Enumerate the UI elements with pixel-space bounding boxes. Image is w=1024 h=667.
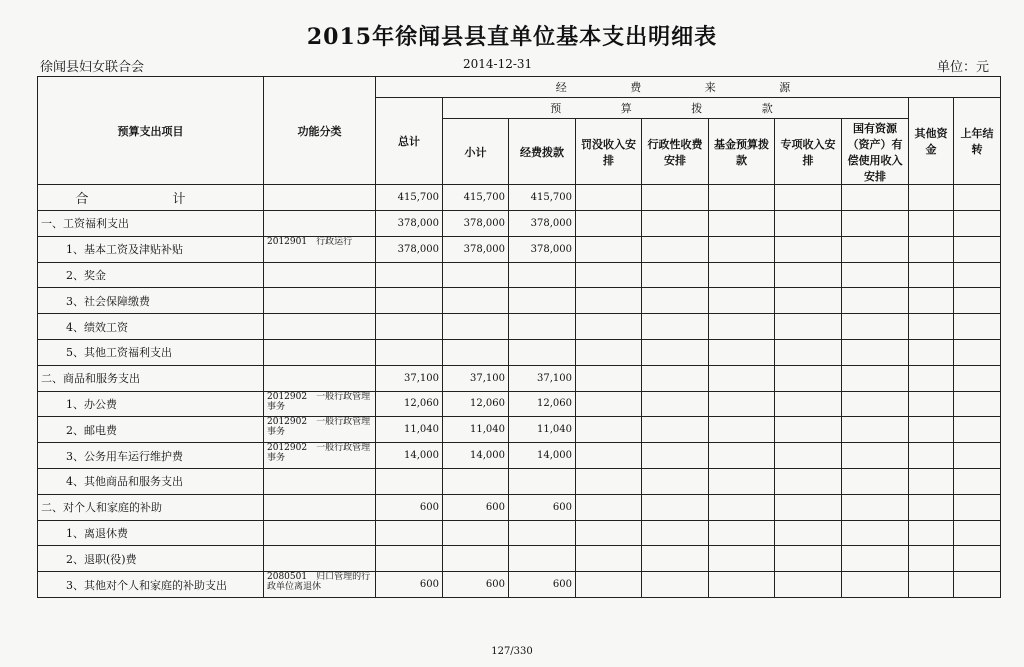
organization-name: 徐闻县妇女联合会 <box>40 60 145 75</box>
table-row <box>38 236 1001 262</box>
row-subtotal: 600 <box>443 572 509 598</box>
empty-cell <box>954 262 1001 288</box>
header-other: 其他资金 <box>909 98 954 185</box>
empty-cell <box>842 365 909 391</box>
row-fund: 600 <box>509 572 576 598</box>
empty-cell <box>775 546 842 572</box>
total-row <box>38 185 1001 211</box>
header-special: 专项收入安排 <box>775 119 842 185</box>
empty-cell <box>709 288 775 314</box>
empty-cell <box>842 339 909 365</box>
empty-cell <box>909 211 954 237</box>
empty-cell <box>642 520 709 546</box>
empty-cell <box>909 262 954 288</box>
empty-cell <box>576 236 642 262</box>
table-row <box>38 520 1001 546</box>
header-carryover: 上年结转 <box>954 98 1001 185</box>
empty-cell <box>909 572 954 598</box>
empty-cell <box>576 185 642 211</box>
empty-cell <box>842 494 909 520</box>
header-state-asset: 国有资源（资产）有偿使用收入安排 <box>842 119 909 185</box>
row-func <box>264 339 376 365</box>
empty-cell <box>775 365 842 391</box>
row-fund: 600 <box>509 494 576 520</box>
row-subtotal <box>443 520 509 546</box>
empty-cell <box>909 520 954 546</box>
empty-cell <box>576 365 642 391</box>
currency-unit: 单位：元 <box>937 60 990 75</box>
empty-cell <box>709 572 775 598</box>
empty-cell <box>909 468 954 494</box>
empty-cell <box>775 572 842 598</box>
empty-cell <box>954 391 1001 417</box>
row-func: 2012901 行政运行 <box>264 236 376 262</box>
empty-cell <box>909 288 954 314</box>
total-label: 合 计 <box>38 185 264 211</box>
empty-cell <box>909 417 954 443</box>
row-total: 378,000 <box>376 211 443 237</box>
empty-cell <box>709 417 775 443</box>
row-func <box>264 520 376 546</box>
empty-cell <box>775 262 842 288</box>
empty-cell <box>775 339 842 365</box>
table-row <box>38 365 1001 391</box>
empty-cell <box>909 339 954 365</box>
empty-cell <box>709 546 775 572</box>
row-fund <box>509 520 576 546</box>
empty-cell <box>842 211 909 237</box>
row-total <box>376 262 443 288</box>
row-func <box>264 546 376 572</box>
table-row <box>38 468 1001 494</box>
row-fund <box>509 314 576 340</box>
row-fund: 12,060 <box>509 391 576 417</box>
row-fund <box>509 262 576 288</box>
row-total: 11,040 <box>376 417 443 443</box>
row-fund <box>509 468 576 494</box>
empty-cell <box>709 185 775 211</box>
row-func <box>264 365 376 391</box>
empty-cell <box>576 417 642 443</box>
header-funding-source: 经 费 来 源 <box>376 77 1001 98</box>
row-fund: 378,000 <box>509 211 576 237</box>
row-total <box>376 339 443 365</box>
empty-cell <box>842 236 909 262</box>
empty-cell <box>909 365 954 391</box>
empty-cell <box>642 236 709 262</box>
row-fund: 37,100 <box>509 365 576 391</box>
row-subtotal: 12,060 <box>443 391 509 417</box>
report-date: 2014-12-31 <box>463 57 533 71</box>
empty-cell <box>642 262 709 288</box>
row-func: 2012902 一般行政管理事务 <box>264 391 376 417</box>
empty-cell <box>909 391 954 417</box>
empty-cell <box>576 546 642 572</box>
row-total <box>376 468 443 494</box>
row-subtotal: 600 <box>443 494 509 520</box>
row-subtotal: 378,000 <box>443 236 509 262</box>
empty-cell <box>642 211 709 237</box>
empty-cell <box>709 211 775 237</box>
empty-cell <box>642 494 709 520</box>
row-subtotal <box>443 546 509 572</box>
empty-cell <box>576 339 642 365</box>
empty-cell <box>576 468 642 494</box>
header-admin-fee: 行政性收费安排 <box>642 119 709 185</box>
empty-cell <box>642 365 709 391</box>
empty-cell <box>954 339 1001 365</box>
empty-cell <box>954 314 1001 340</box>
empty-cell <box>775 288 842 314</box>
total-fund: 415,700 <box>509 185 576 211</box>
row-subtotal <box>443 468 509 494</box>
row-item: 一、工资福利支出 <box>38 211 264 237</box>
document-title: 2015年徐闻县县直单位基本支出明细表 <box>306 24 718 50</box>
table-row <box>38 417 1001 443</box>
empty-cell <box>842 443 909 469</box>
row-total <box>376 288 443 314</box>
row-item: 1、离退休费 <box>38 520 264 546</box>
header-fine: 罚没收入安排 <box>576 119 642 185</box>
header-subtotal: 小计 <box>443 119 509 185</box>
empty-cell <box>842 572 909 598</box>
header-func: 功能分类 <box>264 77 376 185</box>
empty-cell <box>642 417 709 443</box>
empty-cell <box>775 494 842 520</box>
row-func <box>264 262 376 288</box>
empty-cell <box>954 443 1001 469</box>
row-total <box>376 520 443 546</box>
row-fund: 378,000 <box>509 236 576 262</box>
header-fund-alloc: 经费拨款 <box>509 119 576 185</box>
row-item: 2、邮电费 <box>38 417 264 443</box>
row-total <box>376 546 443 572</box>
empty-cell <box>954 185 1001 211</box>
empty-cell <box>576 314 642 340</box>
header-fund-budget: 基金预算拨款 <box>709 119 775 185</box>
empty-cell <box>709 339 775 365</box>
row-fund: 14,000 <box>509 443 576 469</box>
row-fund <box>509 339 576 365</box>
empty-cell <box>576 520 642 546</box>
empty-cell <box>709 391 775 417</box>
empty-cell <box>642 572 709 598</box>
empty-cell <box>954 288 1001 314</box>
row-item: 4、其他商品和服务支出 <box>38 468 264 494</box>
row-item: 4、绩效工资 <box>38 314 264 340</box>
row-subtotal <box>443 288 509 314</box>
header-item: 预算支出项目 <box>38 77 264 185</box>
row-total: 600 <box>376 572 443 598</box>
row-item: 二、对个人和家庭的补助 <box>38 494 264 520</box>
empty-cell <box>909 236 954 262</box>
empty-cell <box>775 468 842 494</box>
empty-cell <box>954 546 1001 572</box>
table-row <box>38 262 1001 288</box>
empty-cell <box>775 185 842 211</box>
empty-cell <box>954 417 1001 443</box>
row-func <box>264 314 376 340</box>
empty-cell <box>775 314 842 340</box>
row-item: 5、其他工资福利支出 <box>38 339 264 365</box>
empty-cell <box>842 262 909 288</box>
empty-cell <box>576 494 642 520</box>
row-total: 378,000 <box>376 236 443 262</box>
empty-cell <box>709 468 775 494</box>
empty-cell <box>842 417 909 443</box>
empty-cell <box>842 185 909 211</box>
row-subtotal <box>443 339 509 365</box>
empty-cell <box>642 314 709 340</box>
empty-cell <box>954 365 1001 391</box>
row-item: 3、其他对个人和家庭的补助支出 <box>38 572 264 598</box>
total-total: 415,700 <box>376 185 443 211</box>
empty-cell <box>954 520 1001 546</box>
empty-cell <box>709 365 775 391</box>
empty-cell <box>842 391 909 417</box>
row-fund <box>509 546 576 572</box>
empty-cell <box>842 546 909 572</box>
empty-cell <box>576 443 642 469</box>
row-subtotal: 11,040 <box>443 417 509 443</box>
header-budget-alloc: 预 算 拨 款 <box>443 98 909 119</box>
empty-cell <box>954 468 1001 494</box>
row-item: 3、社会保障缴费 <box>38 288 264 314</box>
empty-cell <box>954 211 1001 237</box>
empty-cell <box>576 288 642 314</box>
table-row <box>38 339 1001 365</box>
empty-cell <box>576 262 642 288</box>
empty-cell <box>642 339 709 365</box>
empty-cell <box>954 572 1001 598</box>
empty-cell <box>709 314 775 340</box>
empty-cell <box>709 236 775 262</box>
empty-cell <box>909 494 954 520</box>
empty-cell <box>775 443 842 469</box>
empty-cell <box>709 443 775 469</box>
header-total: 总计 <box>376 98 443 185</box>
empty-cell <box>954 236 1001 262</box>
row-subtotal <box>443 262 509 288</box>
row-total: 14,000 <box>376 443 443 469</box>
empty-cell <box>775 391 842 417</box>
empty-cell <box>642 443 709 469</box>
total-subtotal: 415,700 <box>443 185 509 211</box>
row-subtotal: 378,000 <box>443 211 509 237</box>
empty-cell <box>909 185 954 211</box>
empty-cell <box>642 185 709 211</box>
row-func <box>264 468 376 494</box>
empty-cell <box>842 520 909 546</box>
page-number: 127/330 <box>491 646 533 657</box>
row-item: 2、退职(役)费 <box>38 546 264 572</box>
empty-cell <box>775 520 842 546</box>
row-total: 37,100 <box>376 365 443 391</box>
empty-cell <box>642 546 709 572</box>
row-item: 3、公务用车运行维护费 <box>38 443 264 469</box>
row-func <box>264 494 376 520</box>
row-total <box>376 314 443 340</box>
empty-cell <box>576 572 642 598</box>
row-func: 2012902 一般行政管理事务 <box>264 417 376 443</box>
table-row <box>38 572 1001 598</box>
row-func <box>264 288 376 314</box>
row-total: 600 <box>376 494 443 520</box>
empty-cell <box>642 288 709 314</box>
row-func: 2012902 一般行政管理事务 <box>264 443 376 469</box>
row-item: 2、奖金 <box>38 262 264 288</box>
row-item: 1、办公费 <box>38 391 264 417</box>
table-row <box>38 314 1001 340</box>
table-row <box>38 494 1001 520</box>
expenditure-table <box>37 76 1001 598</box>
empty-cell <box>842 314 909 340</box>
empty-cell <box>775 211 842 237</box>
empty-cell <box>842 468 909 494</box>
table-row <box>38 211 1001 237</box>
empty-cell <box>909 314 954 340</box>
empty-cell <box>709 494 775 520</box>
empty-cell <box>842 288 909 314</box>
row-subtotal: 37,100 <box>443 365 509 391</box>
empty-cell <box>775 417 842 443</box>
empty-cell <box>709 262 775 288</box>
empty-cell <box>642 391 709 417</box>
row-item: 1、基本工资及津贴补贴 <box>38 236 264 262</box>
empty-cell <box>709 520 775 546</box>
row-subtotal: 14,000 <box>443 443 509 469</box>
row-item: 二、商品和服务支出 <box>38 365 264 391</box>
empty-cell <box>576 391 642 417</box>
empty-cell <box>954 494 1001 520</box>
row-total: 12,060 <box>376 391 443 417</box>
table-row <box>38 546 1001 572</box>
row-fund: 11,040 <box>509 417 576 443</box>
empty-cell <box>642 468 709 494</box>
total-func-cell <box>264 185 376 211</box>
table-row <box>38 288 1001 314</box>
row-func <box>264 211 376 237</box>
row-subtotal <box>443 314 509 340</box>
empty-cell <box>909 546 954 572</box>
table-row <box>38 443 1001 469</box>
empty-cell <box>775 236 842 262</box>
table-row <box>38 391 1001 417</box>
row-fund <box>509 288 576 314</box>
empty-cell <box>576 211 642 237</box>
row-func: 2080501 归口管理的行政单位离退休 <box>264 572 376 598</box>
empty-cell <box>909 443 954 469</box>
